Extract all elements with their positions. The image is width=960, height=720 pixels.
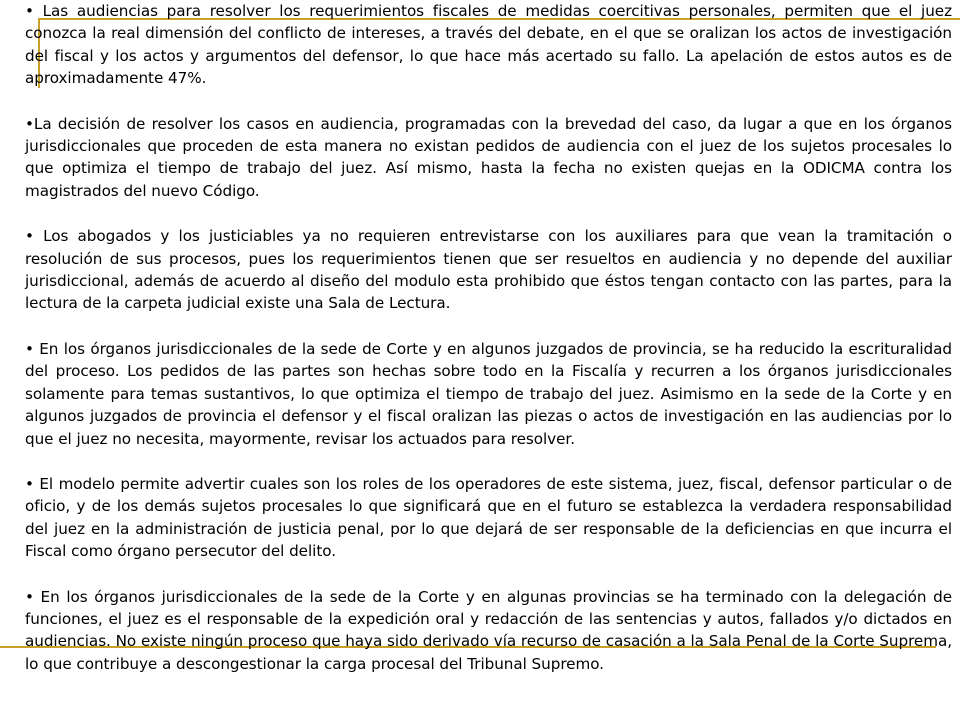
paragraph-modelo: • El modelo permite advertir cuales son los roles de los operadores de este sistema, juez, fiscal, defensor particular o de oficio, y de los demás sujetos procesales lo que significará que en el futuro se establezca la verdadera responsabilidad del juez en la administración de justicia penal, por lo que dejará de ser responsable de la deficiencias en que incurra el Fiscal como órgano persecutor del delito. (25, 474, 952, 561)
paragraph-escrituralidad: • En los órganos jurisdiccionales de la sede de Corte y en algunos juzgados de provincia, se ha reducido la escrituralidad del proceso. Los pedidos de las partes son hechas sobre todo en la Fiscalía y recurren a los órganos jurisdiccionales solamente para temas sustantivos, lo que optimiza el tiempo de trabajo del juez. Asimismo en la sede de la Corte y en algunos juzgados de provincia el defensor y el fiscal oralizan las piezas o actos de investigación en las audiencias por lo que el juez no necesita, mayormente, revisar los actuados para resolver. (25, 339, 952, 448)
paragraph-abogados: • Los abogados y los justiciables ya no requieren entrevistarse con los auxiliares para que vean la tramitación o resolución de sus procesos, pues los requerimientos tienen que ser resueltos en audiencia y no depende del auxiliar jurisdiccional, además de acuerdo al diseño del modulo esta prohibido que éstos tengan contacto con las partes, para la lectura de la carpeta judicial existe una Sala de Lectura. (25, 227, 952, 313)
paragraph-audiencias: • Las audiencias para resolver los requerimientos fiscales de medidas coercitivas personales, permiten que el juez conozca la real dimensión del conflicto de intereses, a través del debate, en el que se oralizan los actos de investigación del fiscal y los actos y argumentos del defensor, lo que hace más acertado su fallo. La apelación de estos autos es de aproximadamente 47%. (25, 2, 952, 88)
paragraph-decision: •La decisión de resolver los casos en audiencia, programadas con la brevedad del caso, da lugar a que en los órganos jurisdiccionales que proceden de esta manera no existan pedidos de audiencia con el juez de los sujetos procesales lo que optimiza el tiempo de trabajo del juez. Así mismo, hasta la fecha no existen quejas en la ODICMA contra los magistrados del nuevo Código. (25, 114, 952, 200)
paragraph-delegacion: • En los órganos jurisdiccionales de la sede de la Corte y en algunas provincias se ha terminado con la delegación de funciones, el juez es el responsable de la expedición oral y redacción de las sentencias y autos, fallados y/o dictados en audiencias. No existe ningún proceso que haya sido derivado vía recurso de casación a la Sala Penal de la Corte Suprema, lo que contribuye a descongestionar la carga procesal del Tribunal Supremo. (25, 587, 952, 673)
text-body (25, 0, 952, 675)
